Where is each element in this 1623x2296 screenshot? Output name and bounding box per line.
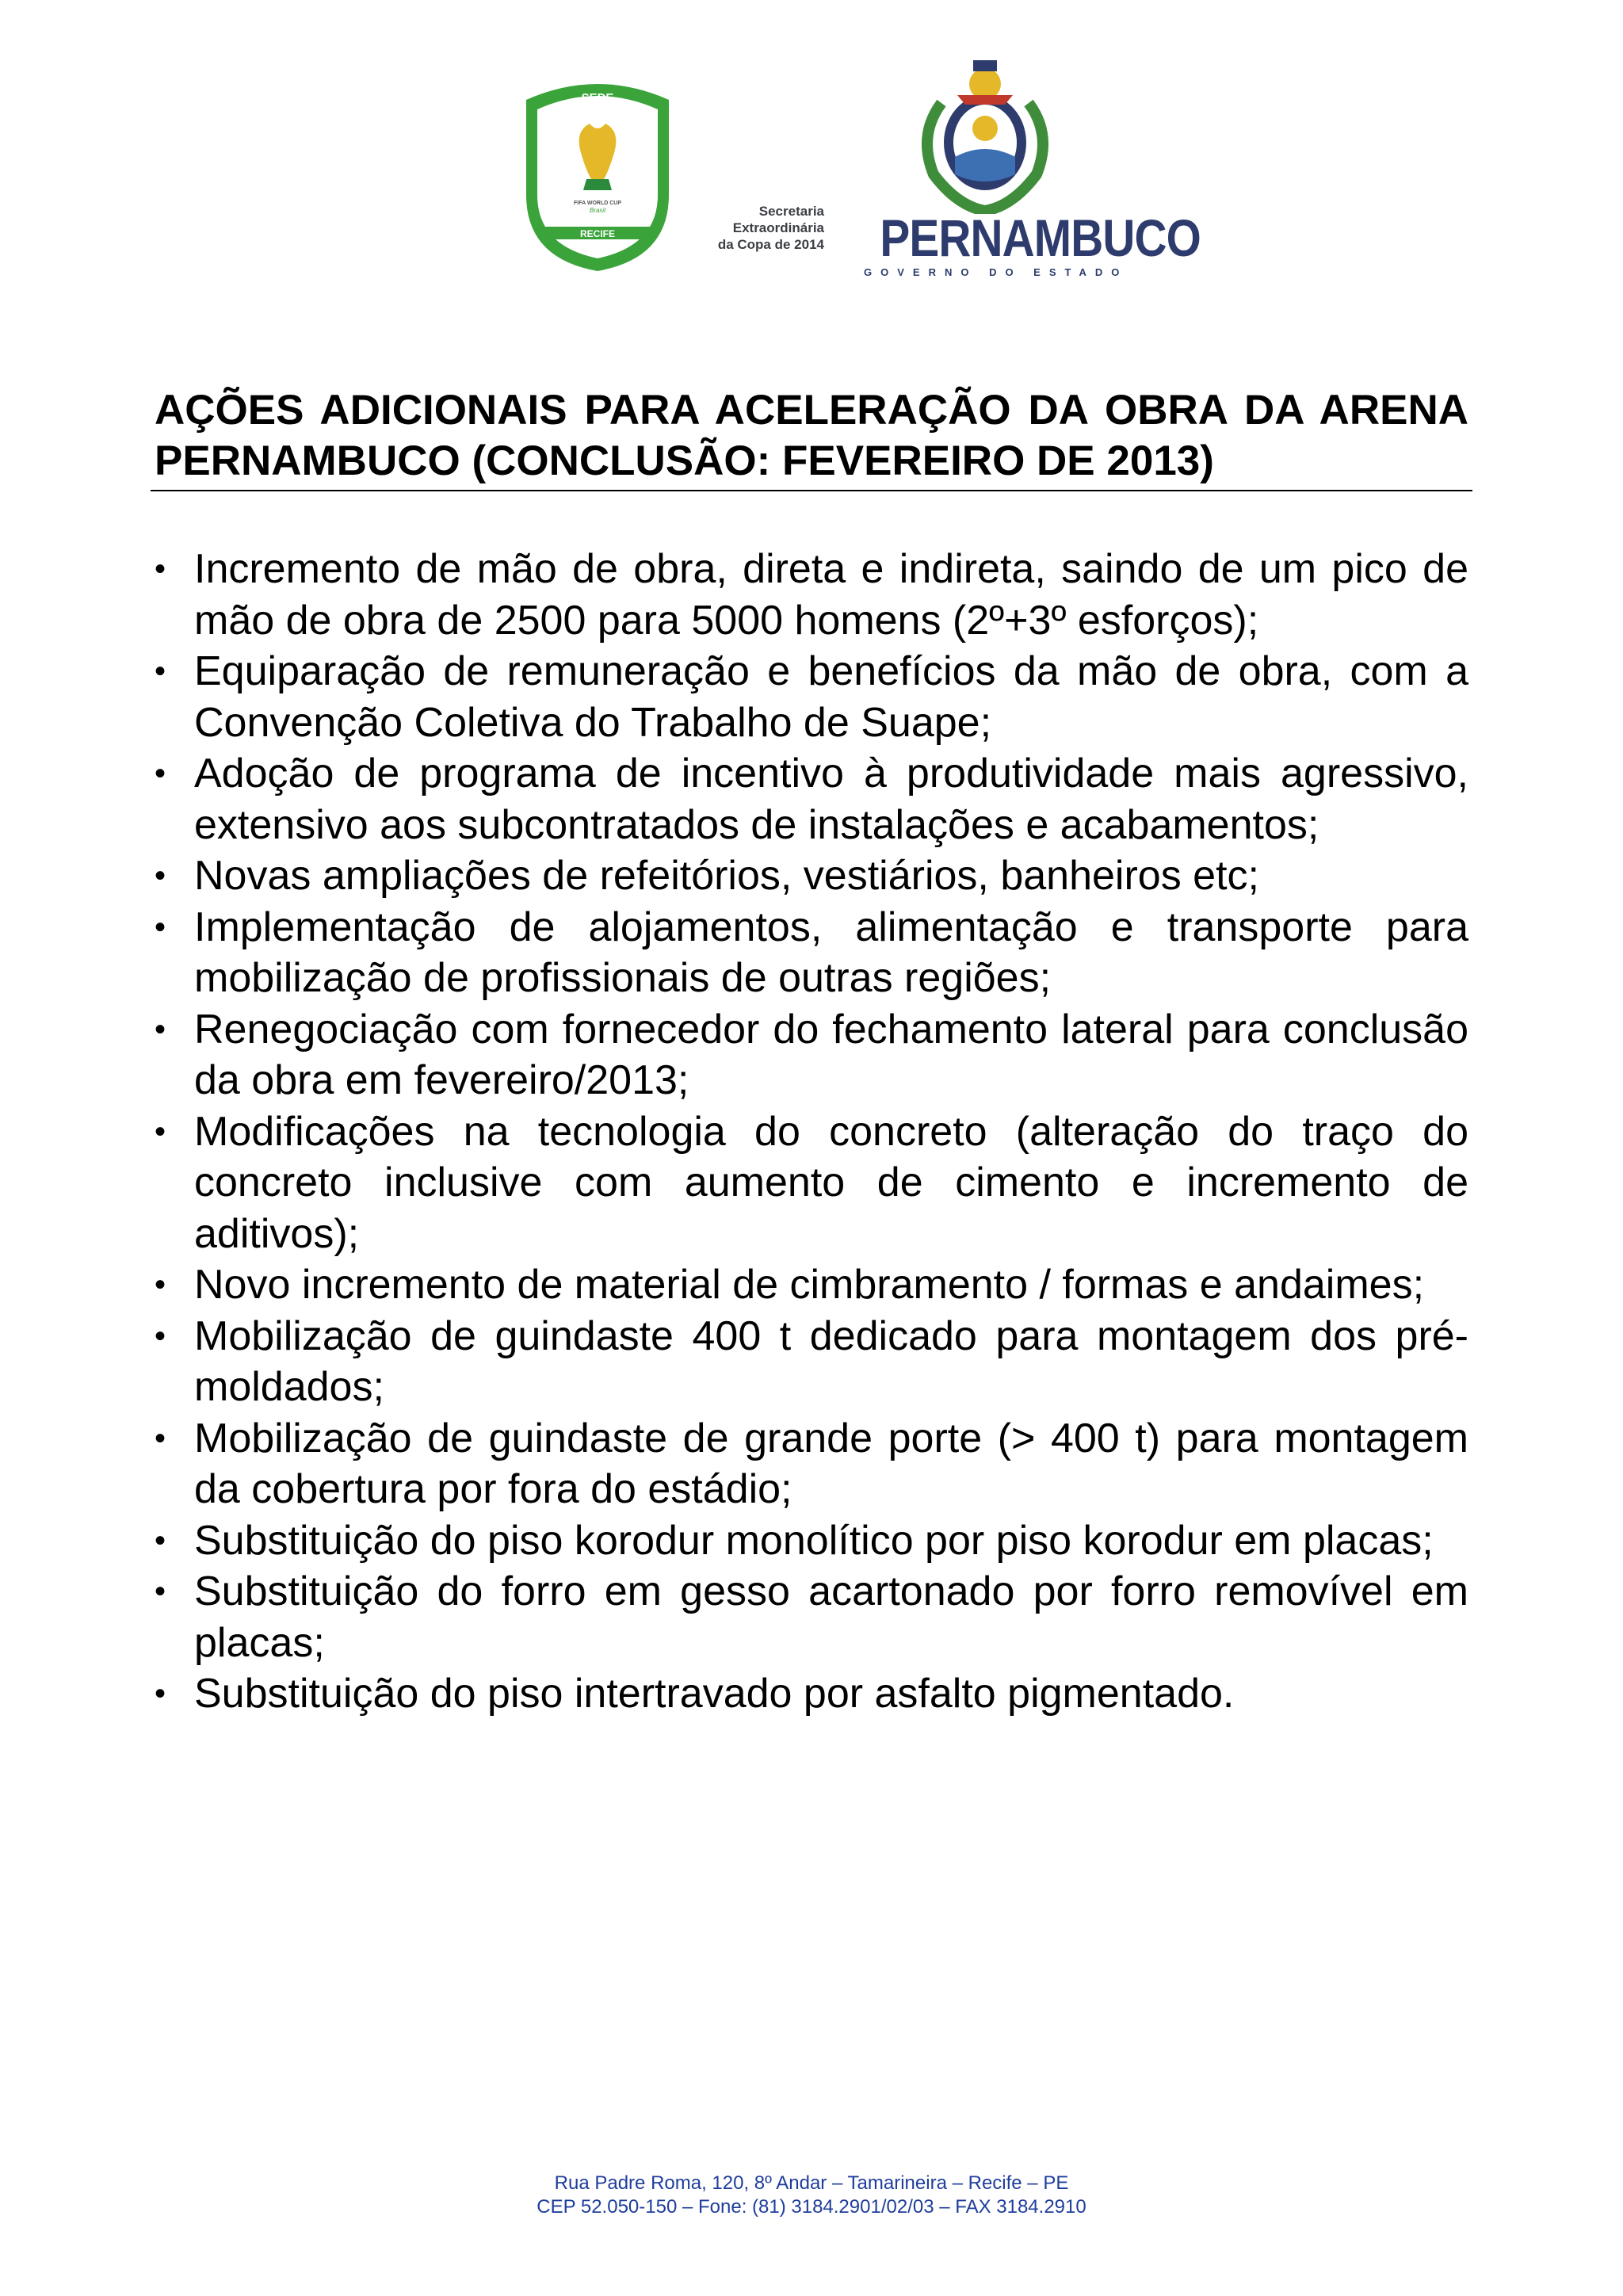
list-item-text: Renegociação com fornecedor do fechamento lateral para conclusão da obra em fevereiro/2013; <box>194 1006 1468 1103</box>
list-item-text: Equiparação de remuneração e benefícios da mão de obra, com a Convenção Coletiva do Trabalho de Suape; <box>194 648 1468 746</box>
badge-top-text: SEDE <box>581 91 614 105</box>
actions-list <box>155 544 1468 1720</box>
bullet-icon: • <box>155 1267 166 1302</box>
list-item-text: Mobilização de guindaste de grande porte (> 400 t) para montagem da cobertura por fora do estádio; <box>194 1415 1468 1512</box>
list-item <box>155 1106 1468 1260</box>
list-item <box>155 1259 1468 1311</box>
list-item-text: Adoção de programa de incentivo à produtividade mais agressivo, extensivo aos subcontratados de instalações e acabamentos; <box>194 751 1468 848</box>
list-item-text: Implementação de alojamentos, alimentação e transporte para mobilização de profissionais de outras regiões; <box>194 904 1468 1001</box>
list-item-text: Novas ampliações de refeitórios, vestiários, banheiros etc; <box>194 853 1259 899</box>
secretaria-line: Secretaria <box>758 204 824 219</box>
state-subtitle: GOVERNO DO ESTADO <box>864 266 1128 278</box>
list-item-text: Novo incremento de material de cimbramento / formas e andaimes; <box>194 1262 1425 1308</box>
list-item-text: Modificações na tecnologia do concreto (alteração do traço do concreto inclusive com aumento de cimento e incremento de aditivos); <box>194 1108 1468 1257</box>
bullet-icon: • <box>155 1420 166 1456</box>
list-item <box>155 1668 1468 1720</box>
bullet-icon: • <box>155 909 166 945</box>
secretaria-label <box>697 203 824 253</box>
bullet-icon: • <box>155 654 166 689</box>
pernambuco-coat-of-arms-icon <box>910 55 1060 214</box>
page-header <box>0 0 1623 301</box>
badge-country-text: Brasil <box>589 207 606 214</box>
list-item <box>155 1413 1468 1515</box>
page-footer <box>0 2172 1623 2219</box>
list-item <box>155 1515 1468 1567</box>
title-underline <box>151 490 1472 491</box>
badge-city-text: RECIFE <box>579 228 616 239</box>
list-item <box>155 646 1468 748</box>
world-cup-sede-recife-logo <box>518 76 677 274</box>
bullet-icon: • <box>155 756 166 791</box>
list-item-text: Incremento de mão de obra, direta e indireta, saindo de um pico de mão de obra de 2500 para 5000 homens (2º+3º esforços); <box>194 546 1468 644</box>
list-item-text: Mobilização de guindaste 400 t dedicado para montagem dos pré-moldados; <box>194 1312 1468 1410</box>
list-item <box>155 902 1468 1004</box>
footer-contact: CEP 52.050-150 – Fone: (81) 3184.2901/02/03 – FAX 3184.2910 <box>537 2196 1086 2218</box>
list-item-text: Substituição do piso intertravado por asfalto pigmentado. <box>194 1671 1235 1717</box>
bullet-icon: • <box>155 1318 166 1354</box>
list-item <box>155 748 1468 850</box>
bullet-icon: • <box>155 552 166 586</box>
bullet-icon: • <box>155 1522 166 1558</box>
list-item <box>155 1004 1468 1106</box>
list-item <box>155 1311 1468 1413</box>
bullet-icon: • <box>155 1114 166 1149</box>
bullet-icon: • <box>155 1011 166 1047</box>
list-item-text: Substituição do forro em gesso acartonado por forro removível em placas; <box>194 1568 1468 1666</box>
secretaria-line: Extraordinária <box>732 220 824 235</box>
secretaria-line: da Copa de 2014 <box>717 237 824 252</box>
state-name: PERNAMBUCO <box>880 208 1201 267</box>
bullet-icon: • <box>155 858 166 893</box>
list-item-text: Substituição do piso korodur monolítico por piso korodur em placas; <box>194 1517 1434 1564</box>
bullet-icon: • <box>155 1676 166 1711</box>
list-item <box>155 1566 1468 1668</box>
document-title: AÇÕES ADICIONAIS PARA ACELERAÇÃO DA OBRA DA ARENA PERNAMBUCO (CONCLUSÃO: FEVEREIRO DE 2013) <box>155 387 1468 484</box>
list-item <box>155 544 1468 646</box>
list-item <box>155 850 1468 902</box>
bullet-icon: • <box>155 1574 166 1609</box>
badge-event-text: FIFA WORLD CUP <box>573 201 622 206</box>
footer-address: Rua Padre Roma, 120, 8º Andar – Tamarineira – Recife – PE <box>554 2172 1069 2194</box>
